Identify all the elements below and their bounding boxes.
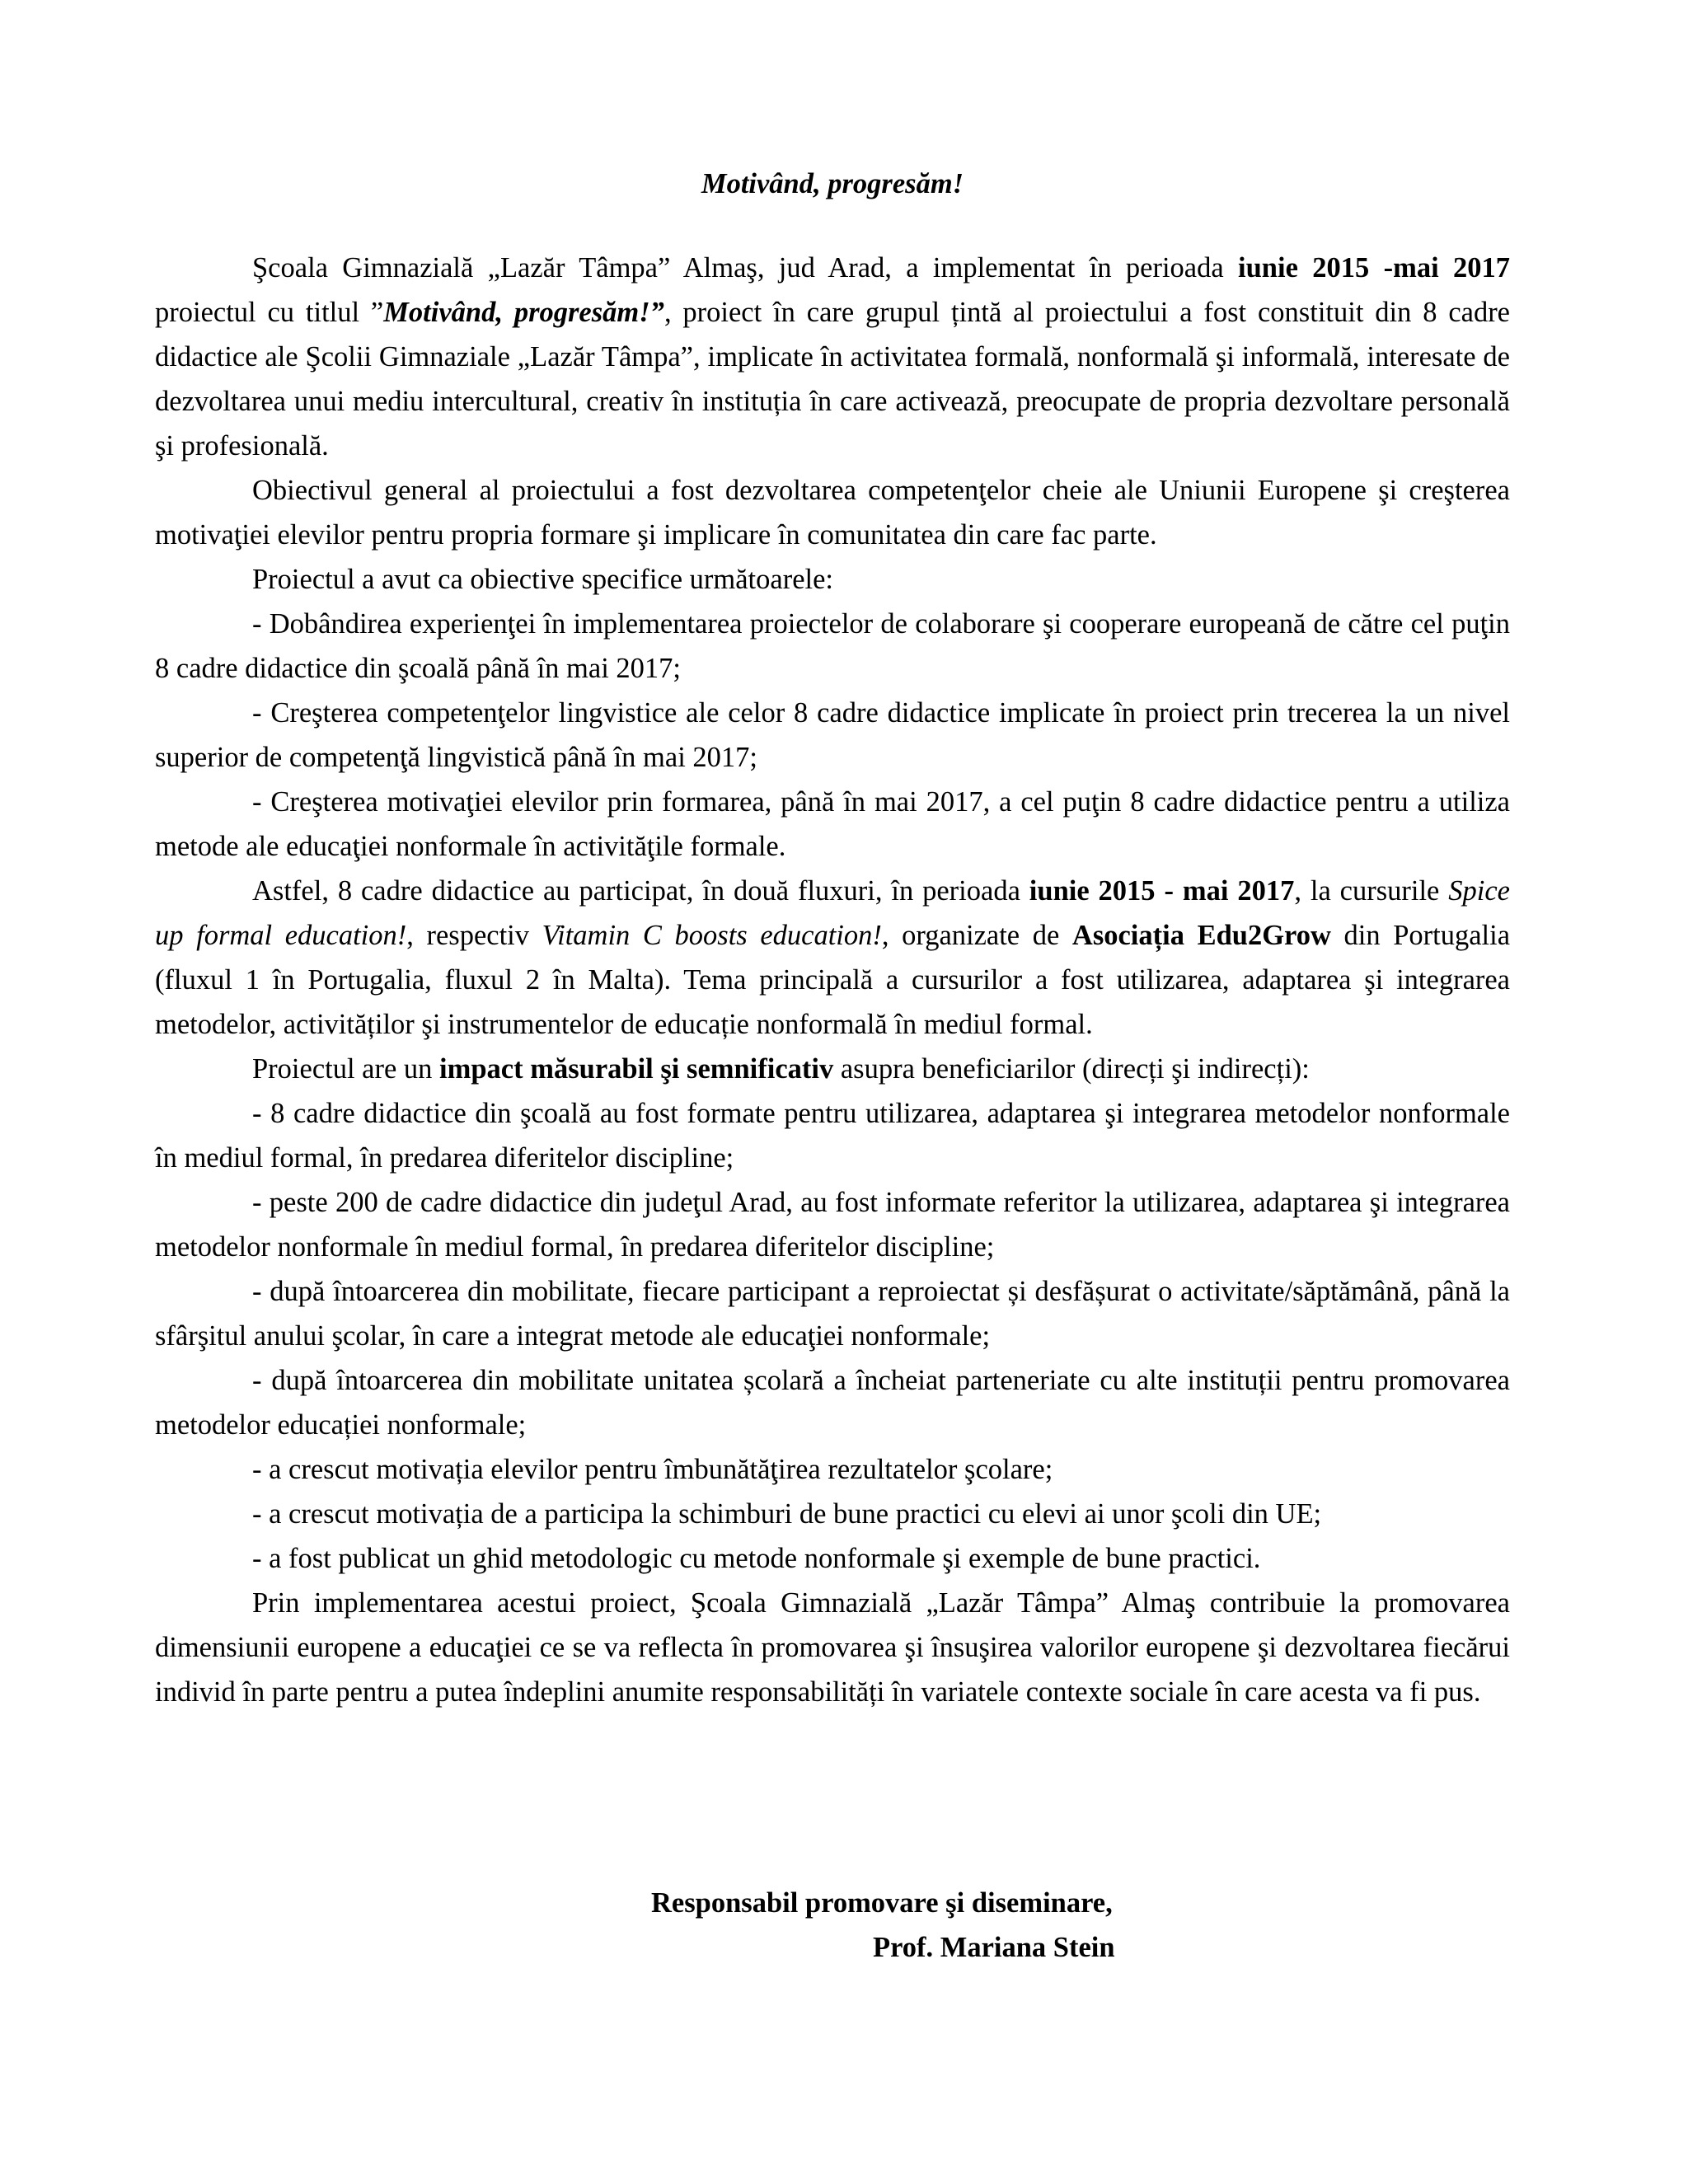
document-title: Motivând, progresăm! (701, 168, 964, 199)
paragraph-intro: Şcoala Gimnazială „Lazăr Tâmpa” Almaş, jud Arad, a implementat în perioada iunie 2015 -mai 2017 proiectul cu titlul ”Motivând, progresăm!”, proiect în care grupul țintă al proiectului a fost constituit din 8 cadre didactice ale Şcolii Gimnaziale „Lazăr Tâmpa”, implicate în activitatea formală, nonformală şi informală, interesate de dezvoltarea unui mediu intercultural, creativ în instituția în care activează, preocupate de propria dezvoltare personală şi profesională. (155, 252, 1510, 462)
impact-item: - a fost publicat un ghid metodologic cu metode nonformale şi exemple de bune practici. (252, 1543, 1261, 1574)
impact-item: - 8 cadre didactice din şcoală au fost formate pentru utilizarea, adaptarea şi integrarea metodelor nonformale în mediul formal, în predarea diferitelor discipline; (155, 1098, 1510, 1174)
impact-item: - peste 200 de cadre didactice din judeţul Arad, au fost informate referitor la utilizarea, adaptarea şi integrarea metodelor nonformale în mediul formal, în predarea diferitelor discipline; (155, 1187, 1510, 1263)
paragraph-conclusion: Prin implementarea acestui proiect, Şcoala Gimnazială „Lazăr Tâmpa” Almaş contribuie la promovarea dimensiunii europene a educaţiei ce se va reflecta în promovarea şi însuşirea valorilor europene şi dezvoltarea fiecărui individ în parte pentru a putea îndeplini anumite responsabilități în variatele contexte sociale în care acesta va fi pus. (155, 1587, 1510, 1708)
impact-item: - a crescut motivația de a participa la schimburi de bune practici cu elevi ai unor şcoli din UE; (252, 1498, 1322, 1530)
paragraph-general-objective: Obiectivul general al proiectului a fost dezvoltarea competenţelor cheie ale Uniunii Europene şi creşterea motivaţiei elevilor pentru propria formare şi implicare în comunitatea din care fac parte. (155, 475, 1510, 551)
period-bold: iunie 2015 -mai 2017 (1238, 252, 1510, 284)
course-name: Spice up formal education! (155, 875, 1510, 951)
objective-item: - Creşterea motivaţiei elevilor prin formarea, până în mai 2017, a cel puţin 8 cadre didactice pentru a utiliza metode ale educaţiei nonformale în activităţile formale. (155, 786, 1510, 862)
paragraph-courses: Astfel, 8 cadre didactice au participat, în două fluxuri, în perioada iunie 2015 - mai 2017, la cursurile Spice up formal education!, respectiv Vitamin C boosts education!, organizate de Asociația Edu2Grow din Portugalia (fluxul 1 în Portugalia, fluxul 2 în Malta). Tema principală a cursurilor a fost utilizarea, adaptarea şi integrarea metodelor, activităților şi instrumentelor de educație nonformală în mediul formal. (155, 875, 1511, 1040)
course-name: Vitamin C boosts education! (542, 920, 882, 951)
organizer-name: Asociația Edu2Grow (1071, 920, 1331, 951)
impact-item: - după întoarcerea din mobilitate, fiecare participant a reproiectat și desfășurat o activitate/săptămână, până la sfârşitul anului şcolar, în care a integrat metode ale educaţiei nonformale; (155, 1276, 1510, 1352)
paragraph-specific-objectives-intro: Proiectul a avut ca obiective specifice următoarele: (252, 564, 833, 595)
project-title-inline: Motivând, progresăm!” (383, 297, 664, 328)
impact-item: - a crescut motivația elevilor pentru îmbunătăţirea rezultatelor şcolare; (252, 1454, 1053, 1485)
paragraph-impact-intro: Proiectul are un impact măsurabil şi semnificativ asupra beneficiarilor (direcți şi indirecți): (252, 1053, 1310, 1085)
signature-name: Prof. Mariana Stein (873, 1932, 1115, 1963)
objective-item: - Creşterea competenţelor lingvistice ale celor 8 cadre didactice implicate în proiect prin trecerea la un nivel superior de competenţă lingvistică până în mai 2017; (155, 697, 1510, 773)
signature-role: Responsabil promovare şi diseminare, (651, 1887, 1113, 1919)
document-page (155, 162, 1511, 1963)
impact-item: - după întoarcerea din mobilitate unitatea școlară a încheiat parteneriate cu alte instituții pentru promovarea metodelor educației nonformale; (155, 1365, 1510, 1441)
objective-item: - Dobândirea experienţei în implementarea proiectelor de colaborare şi cooperare europeană de către cel puţin 8 cadre didactice din şcoală până în mai 2017; (155, 608, 1510, 684)
